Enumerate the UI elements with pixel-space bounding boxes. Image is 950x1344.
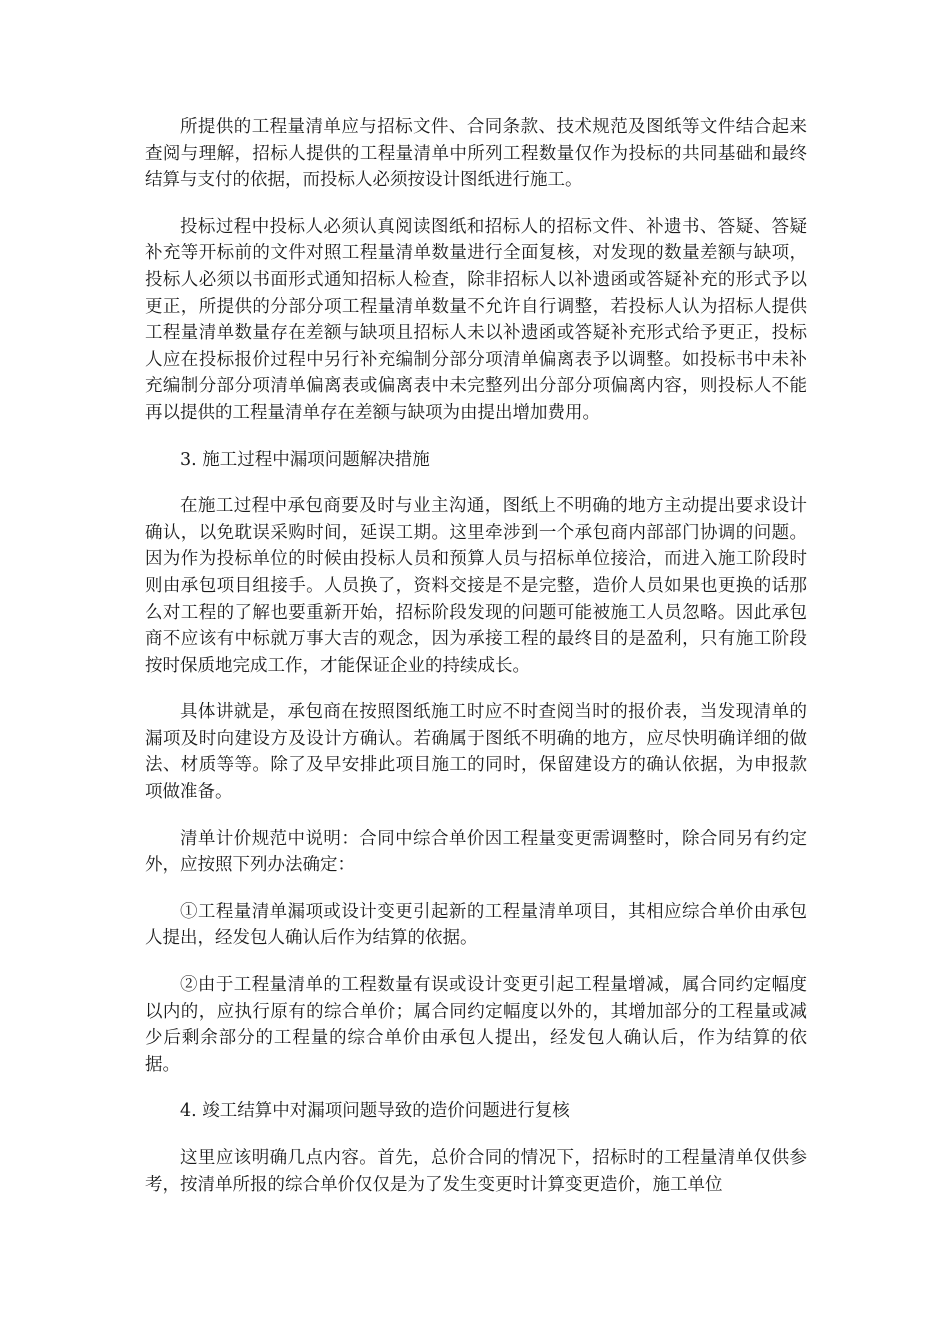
paragraph-bidding-review: 投标过程中投标人必须认真阅读图纸和招标人的招标文件、补遗书、答疑、答疑补充等开标前的文件对照工程量清单数量进行全面复核，对发现的数量差额与缺项，投标人必须以书面形式通知招标人检查，除非招标人以补遗函或答疑补充的形式予以更正，所提供的分部分项工程量清单数量不允许自行调整，若投标人认为招标人提供工程量清单数量存在差额与缺项且招标人未以补遗函或答疑补充形式给予更正，投标人应在投标报价过程中另行补充编制分部分项清单偏离表予以调整。如投标书中未补充编制分部分项清单偏离表或偏离表中未完整列出分部分项偏离内容，则投标人不能再以提供的工程量清单存在差额与缺项为由提出增加费用。 — [145, 216, 807, 423]
section-heading-4: 4. 竣工结算中对漏项问题导致的造价问题进行复核 — [180, 1101, 570, 1122]
paragraph-bill-of-quantities-basis: 所提供的工程量清单应与招标文件、合同条款、技术规范及图纸等文件结合起来查阅与理解，招标人提供的工程量清单中所列工程数量仅作为投标的共同基础和最终结算与支付的依据，而投标人必须按设计图纸进行施工。 — [145, 117, 807, 191]
paragraph-final-settlement: 这里应该明确几点内容。首先，总价合同的情况下，招标时的工程量清单仅供参考，按清单所报的综合单价仅仅是为了发生变更时计算变更造价，施工单位 — [145, 1148, 807, 1195]
paragraph-pricing-specification: 清单计价规范中说明：合同中综合单价因工程量变更需调整时，除合同另有约定外，应按照下列办法确定： — [145, 828, 807, 876]
section-heading-3: 3. 施工过程中漏项问题解决措施 — [180, 449, 430, 470]
document-body — [145, 114, 807, 1218]
paragraph-rule-1: ①工程量清单漏项或设计变更引起新的工程量清单项目，其相应综合单价由承包人提出，经发包人确认后作为结算的依据。 — [145, 901, 807, 949]
paragraph-construction-communication: 在施工过程中承包商要及时与业主沟通，图纸上不明确的地方主动提出要求设计确认，以免耽误采购时间，延误工期。这里牵涉到一个承包商内部部门协调的问题。因为作为投标单位的时候由投标人员和预算人员与招标单位接洽，而进入施工阶段时则由承包项目组接手。人员换了，资料交接是不是完整，造价人员如果也更换的话那么对工程的了解也要重新开始，招标阶段发现的问题可能被施工人员忽略。因此承包商不应该有中标就万事大吉的观念，因为承接工程的最终目的是盈利，只有施工阶段按时保质地完成工作，才能保证企业的持续成长。 — [145, 496, 807, 676]
paragraph-specific-measures: 具体讲就是，承包商在按照图纸施工时应不时查阅当时的报价表，当发现清单的漏项及时向建设方及设计方确认。若确属于图纸不明确的地方，应尽快明确详细的做法、材质等等。除了及早安排此项目施工的同时，保留建设方的确认依据，为申报款项做准备。 — [145, 702, 807, 803]
paragraph-rule-2: ②由于工程量清单的工程数量有误或设计变更引起工程量增减，属合同约定幅度以内的，应执行原有的综合单价；属合同约定幅度以外的，其增加部分的工程量或减少后剩余部分的工程量的综合单价由承包人提出，经发包人确认后，作为结算的依据。 — [145, 975, 807, 1075]
